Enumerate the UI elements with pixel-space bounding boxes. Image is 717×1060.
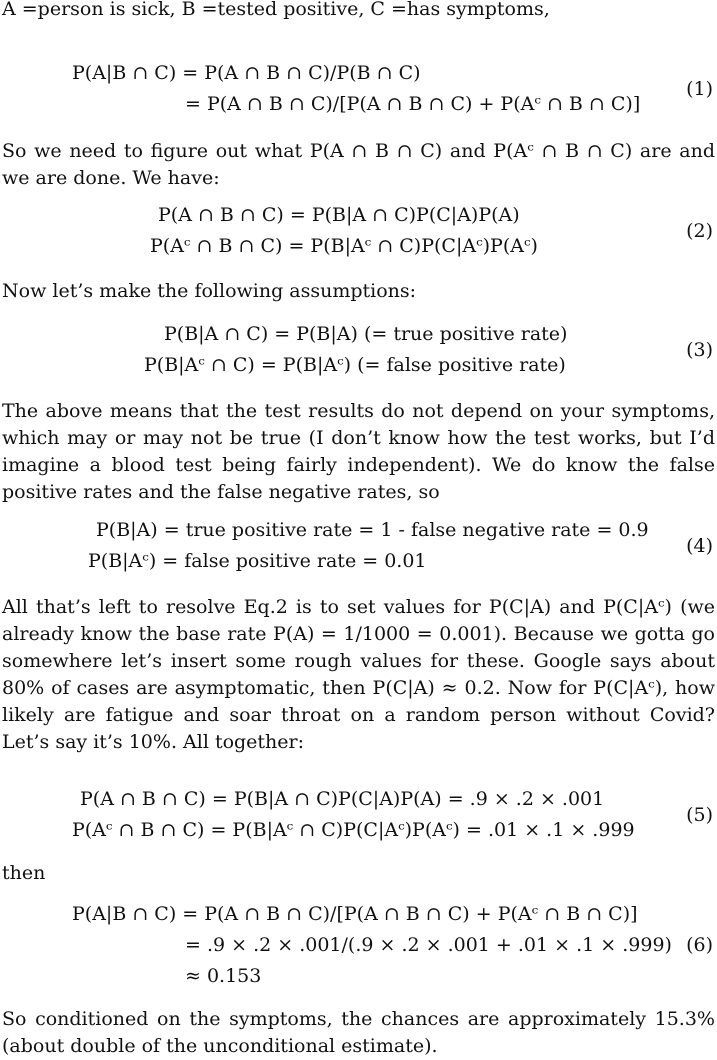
paragraph-3: The above means that the test results do not depend on your symptoms, which may or may not be true (I don’t know how the test works, but I’d imagine a blood test being fairly independent). We do know the false positive rates and the false negative rates, so	[2, 400, 715, 503]
equation-5-number: (5)	[686, 804, 713, 826]
equation-3-line-1: P(B|A ∩ C) = P(B|A) (= true positive rate)	[164, 323, 568, 345]
equation-3-line-2: P(B|Aᶜ ∩ C) = P(B|Aᶜ) (= false positive rate)	[144, 354, 566, 376]
paragraph-5: then	[2, 862, 46, 884]
equation-4-line-2: P(B|Aᶜ) = false positive rate = 0.01	[88, 550, 427, 572]
equation-2	[0, 202, 717, 262]
equation-6-line-1: P(A|B ∩ C) = P(A ∩ B ∩ C)/[P(A ∩ B ∩ C) + P(Aᶜ ∩ B ∩ C)]	[72, 903, 638, 925]
paragraph-6: So conditioned on the symptoms, the chances are approximately 15.3% (about double of the unconditional estimate).	[2, 1008, 715, 1057]
equation-2-line-2: P(Aᶜ ∩ B ∩ C) = P(B|Aᶜ ∩ C)P(C|Aᶜ)P(Aᶜ)	[150, 235, 538, 257]
paragraph-2: Now let’s make the following assumptions:	[2, 280, 417, 302]
equation-6	[0, 901, 717, 991]
equation-4-line-1: P(B|A) = true positive rate = 1 - false negative rate = 0.9	[96, 519, 649, 541]
equation-4	[0, 517, 717, 577]
equation-1-number: (1)	[686, 78, 713, 100]
equation-3-number: (3)	[686, 339, 713, 361]
equation-2-number: (2)	[686, 220, 713, 242]
equation-1	[0, 60, 717, 120]
equation-5-line-2: P(Aᶜ ∩ B ∩ C) = P(B|Aᶜ ∩ C)P(C|Aᶜ)P(Aᶜ) = .01 × .1 × .999	[72, 819, 635, 841]
equation-5	[0, 786, 717, 846]
equation-6-line-3: ≈ 0.153	[185, 965, 262, 987]
equation-5-line-1: P(A ∩ B ∩ C) = P(B|A ∩ C)P(C|A)P(A) = .9 × .2 × .001	[80, 788, 605, 810]
equation-3	[0, 321, 717, 381]
equation-4-number: (4)	[686, 535, 713, 557]
equation-6-line-2: = .9 × .2 × .001/(.9 × .2 × .001 + .01 × .1 × .999)	[185, 934, 672, 956]
intro-text: A =person is sick, B =tested positive, C =has symptoms,	[2, 0, 550, 20]
equation-2-line-1: P(A ∩ B ∩ C) = P(B|A ∩ C)P(C|A)P(A)	[158, 204, 520, 226]
equation-1-line-2: = P(A ∩ B ∩ C)/[P(A ∩ B ∩ C) + P(Aᶜ ∩ B ∩ C)]	[185, 93, 641, 115]
paragraph-4: All that’s left to resolve Eq.2 is to set values for P(C|A) and P(C|Aᶜ) (we already know the base rate P(A) = 1/1000 = 0.001). Because we gotta go somewhere let’s insert some rough values for these. Google says about 80% of cases are asymptomatic, then P(C|A) ≈ 0.2. Now for P(C|Aᶜ), how likely are fatigue and soar throat on a random person without Covid? Let’s say it’s 10%. All together:	[2, 596, 715, 753]
paragraph-1: So we need to figure out what P(A ∩ B ∩ C) and P(Aᶜ ∩ B ∩ C) are and we are done. We have:	[2, 140, 715, 189]
equation-1-line-1: P(A|B ∩ C) = P(A ∩ B ∩ C)/P(B ∩ C)	[72, 62, 421, 84]
equation-6-number: (6)	[686, 934, 713, 956]
